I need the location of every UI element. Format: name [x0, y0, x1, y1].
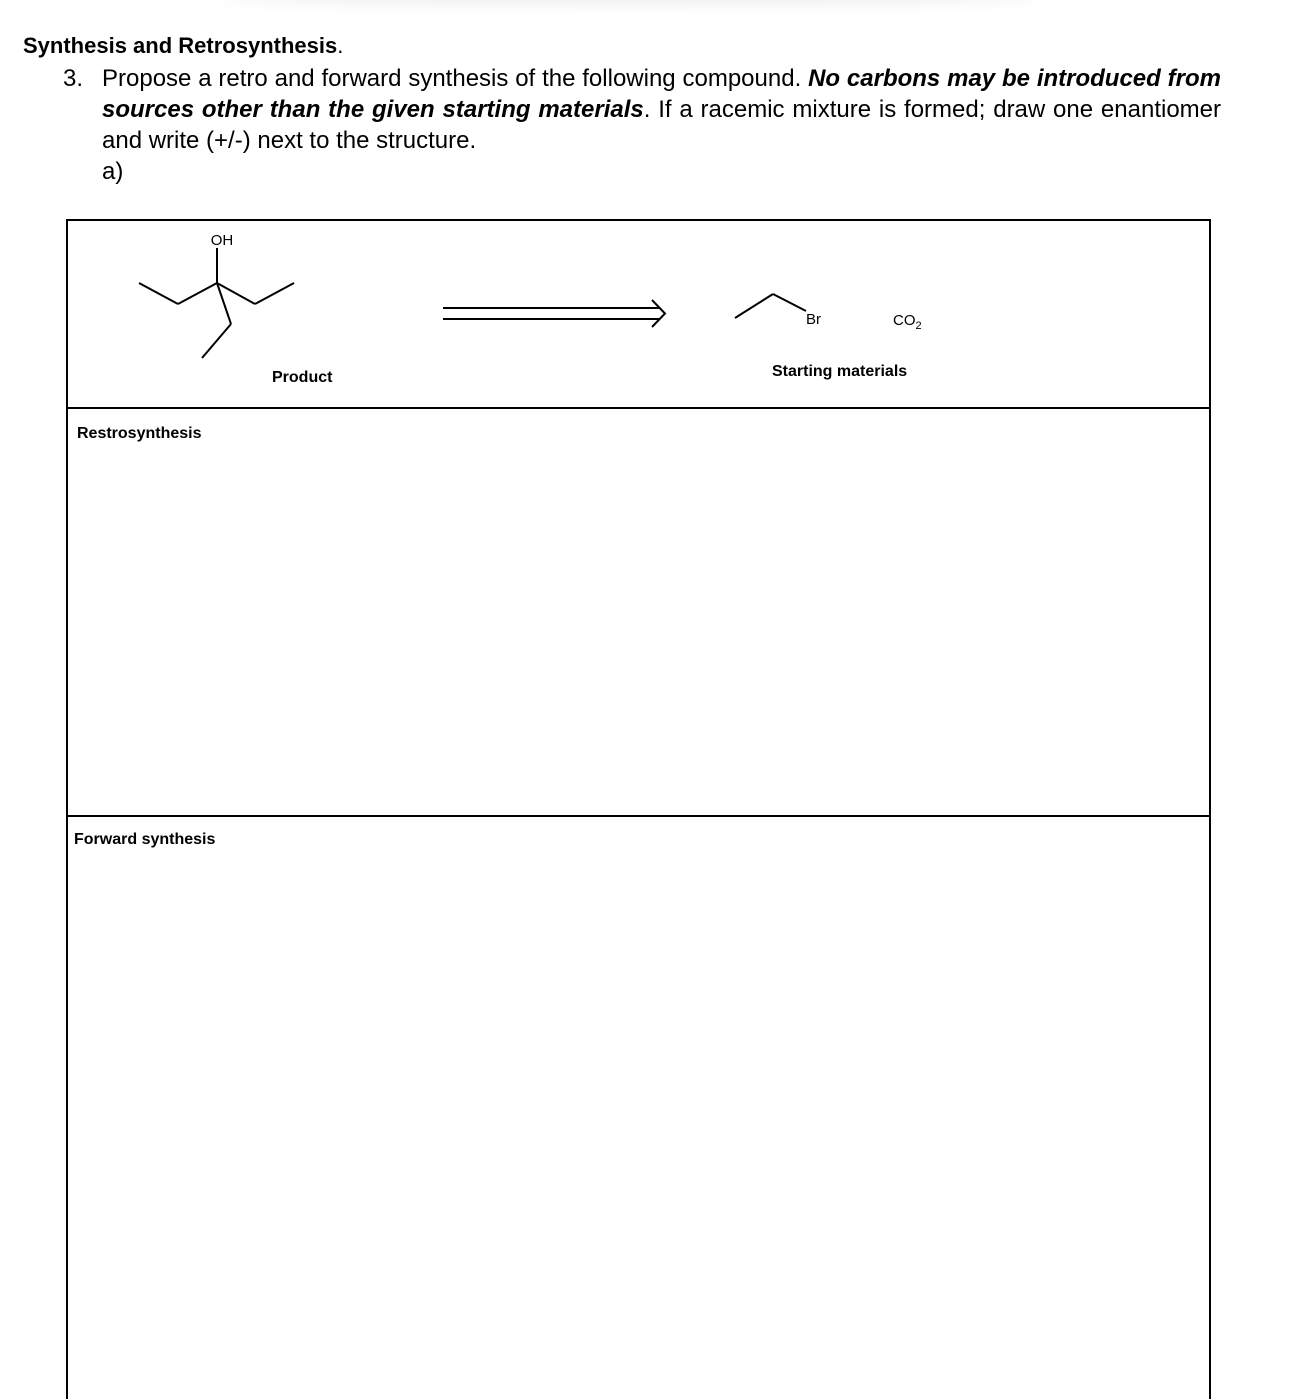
retrosynthesis-label: Restrosynthesis: [77, 425, 202, 442]
product-bond-down2: [202, 324, 231, 358]
section-heading-punct: .: [337, 33, 344, 58]
product-structure: [139, 248, 294, 358]
etbr-bond1: [735, 294, 773, 318]
product-label: Product: [272, 369, 333, 386]
product-oh-label: OH: [210, 232, 234, 249]
forward-synthesis-label: Forward synthesis: [74, 831, 216, 848]
co2-label: [893, 312, 922, 332]
section-heading-title: Synthesis and Retrosynthesis: [23, 33, 338, 58]
question-part: a): [102, 158, 124, 185]
retrosynthesis-arrow: [443, 300, 665, 327]
reaction-scheme: [0, 0, 1289, 420]
ethyl-bromide-structure: [735, 294, 806, 318]
product-bond-left2: [139, 283, 178, 304]
product-bond-left1: [178, 283, 217, 304]
starting-materials-label: Starting materials: [772, 363, 908, 380]
br-label: Br: [806, 311, 821, 328]
question-emphasis: No carbons may be introduced from sources other than the given starting materials: [102, 65, 1221, 123]
question-intro: Propose a retro and forward synthesis of the following compound.: [102, 65, 802, 92]
question-number: 3.: [63, 65, 84, 92]
question-rest: . If a racemic mixture is formed; draw one enantiomer and write (+/-) next to the structure.: [102, 96, 1221, 154]
retro-arrow-head: [652, 300, 665, 327]
co2-main: CO: [893, 312, 916, 329]
product-bond-right2: [255, 283, 294, 304]
etbr-bond2: [773, 294, 806, 311]
co2-subscript: 2: [915, 320, 922, 332]
divider-retro-forward: [66, 815, 1211, 817]
